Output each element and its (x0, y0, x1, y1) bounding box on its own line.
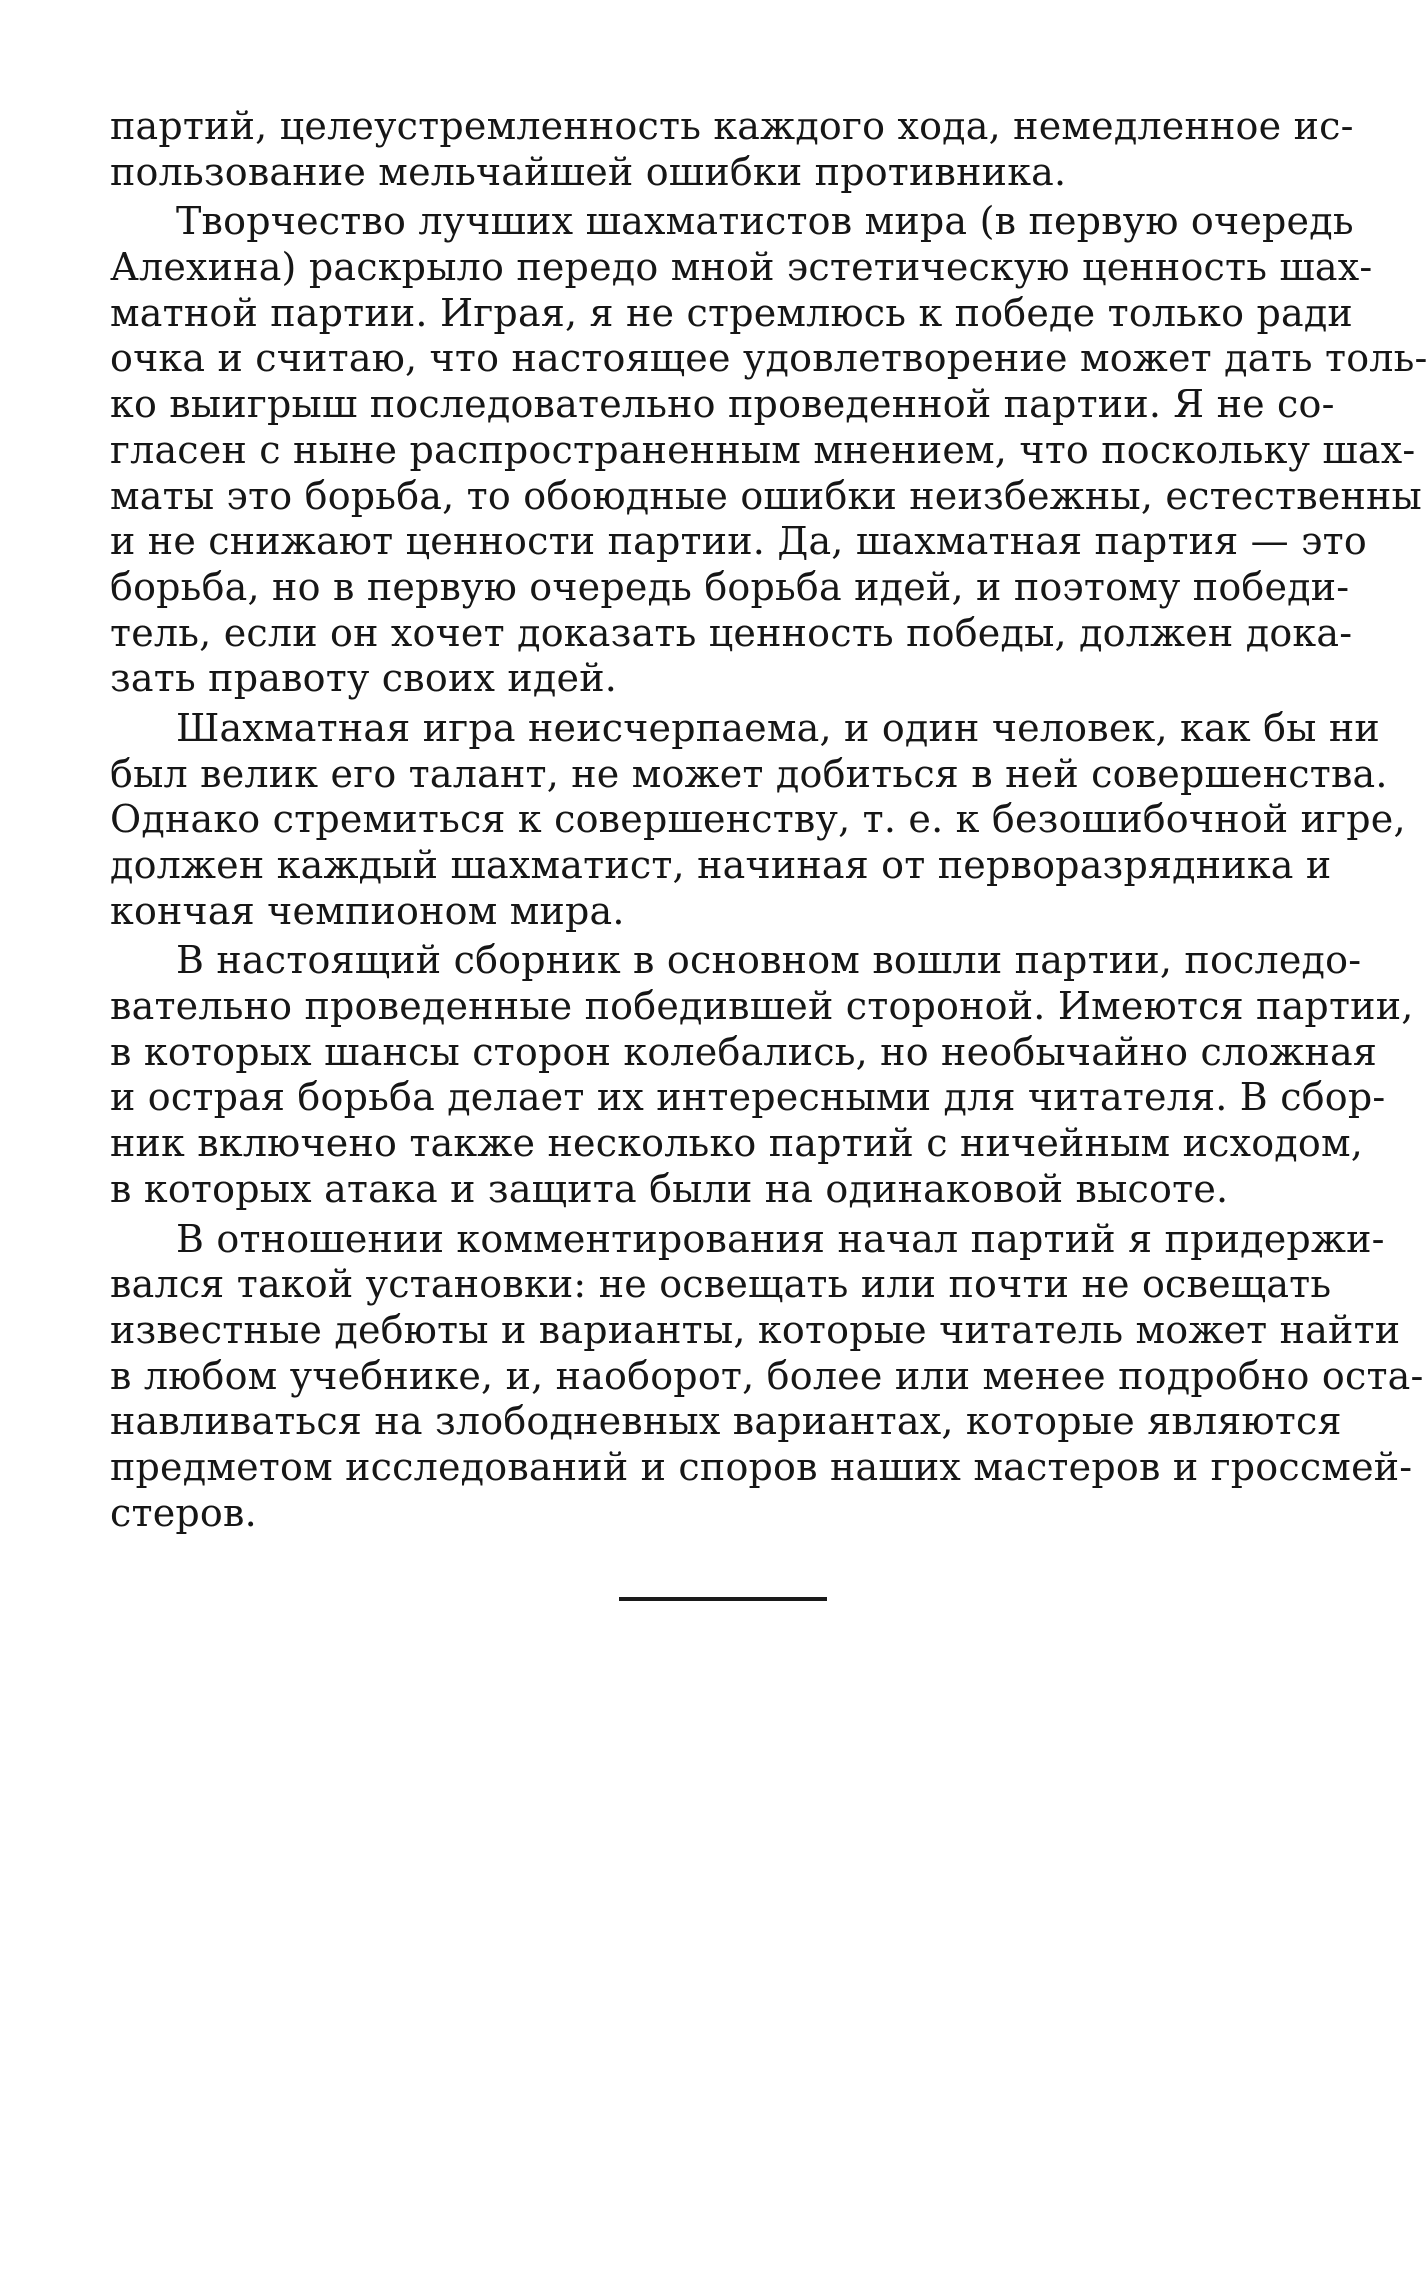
paragraph-4-line-2: вательно проведенные победившей стороной. Имеются партии, (110, 984, 1414, 1029)
paragraph-2-line-5: ко выигрыш последовательно проведенной партии. Я не со- (110, 382, 1335, 427)
paragraph-2-line-9: борьба, но в первую очередь борьба идей, и поэтому победи- (110, 564, 1350, 609)
paragraph-4-line-1: В настоящий сборник в основном вошли партии, последо- (176, 938, 1362, 983)
paragraph-2-line-4: очка и считаю, что настоящее удовлетворение может дать толь- (110, 336, 1428, 381)
paragraph-2-line-11: зать правоту своих идей. (110, 656, 618, 701)
paragraph-4-line-5: ник включено также несколько партий с ничейным исходом, (110, 1121, 1364, 1166)
paragraph-2-line-1: Творчество лучших шахматистов мира (в первую очередь (176, 199, 1354, 244)
paragraph-2-line-6: гласен с ныне распространенным мнением, что поскольку шах- (110, 427, 1416, 472)
paragraph-4-line-6: в которых атака и защита были на одинаковой высоте. (110, 1166, 1229, 1211)
paragraph-2-line-2: Алехина) раскрыло передо мной эстетическую ценность шах- (110, 245, 1373, 290)
paragraph-5-line-3: известные дебюты и варианты, которые читатель может найти (110, 1307, 1401, 1352)
paragraph-5-line-2: вался такой установки: не освещать или почти не освещать (110, 1262, 1332, 1307)
paragraph-2-line-3: матной партии. Играя, я не стремлюсь к победе только ради (110, 290, 1353, 335)
paragraph-1-line-2: пользование мельчайшей ошибки противника. (110, 149, 1067, 194)
paragraph-5-line-6: предметом исследований и споров наших мастеров и гроссмей- (110, 1444, 1413, 1489)
paragraph-3-line-4: должен каждый шахматист, начиная от перворазрядника и (110, 843, 1332, 887)
body-text (110, 104, 1428, 1536)
paragraph-3-line-2: был велик его талант, не может добиться в ней совершенства. (110, 751, 1388, 796)
paragraph-5-line-5: навливаться на злободневных вариантах, которые являются (110, 1399, 1342, 1444)
paragraph-5-line-1: В отношении комментирования начал партий я придержи- (176, 1216, 1385, 1261)
section-end-rule (619, 1597, 827, 1601)
paragraph-4-line-3: в которых шансы сторон колебались, но необычайно сложная (110, 1029, 1378, 1074)
paragraph-2-line-8: и не снижают ценности партии. Да, шахматная партия — это (110, 519, 1367, 564)
paragraph-4-line-4: и острая борьба делает их интересными для читателя. В сбор- (110, 1075, 1386, 1120)
paragraph-5-line-4: в любом учебнике, и, наоборот, более или менее подробно оста- (110, 1353, 1424, 1398)
paragraph-3-line-3: Однако стремиться к совершенству, т. е. к безошибочной игре, (110, 797, 1406, 842)
paragraph-2-line-7: маты это борьба, то обоюдные ошибки неизбежны, естественны (110, 473, 1422, 518)
paragraph-5-line-7: стеров. (110, 1490, 257, 1535)
paragraph-1-line-1: партий, целеустремленность каждого хода, немедленное ис- (110, 104, 1354, 148)
paragraph-3-line-5: кончая чемпионом мира. (110, 888, 625, 933)
paragraph-3-line-1: Шахматная игра неисчерпаема, и один человек, как бы ни (176, 705, 1380, 750)
paragraph-2-line-10: тель, если он хочет доказать ценность победы, должен дока- (110, 610, 1353, 655)
